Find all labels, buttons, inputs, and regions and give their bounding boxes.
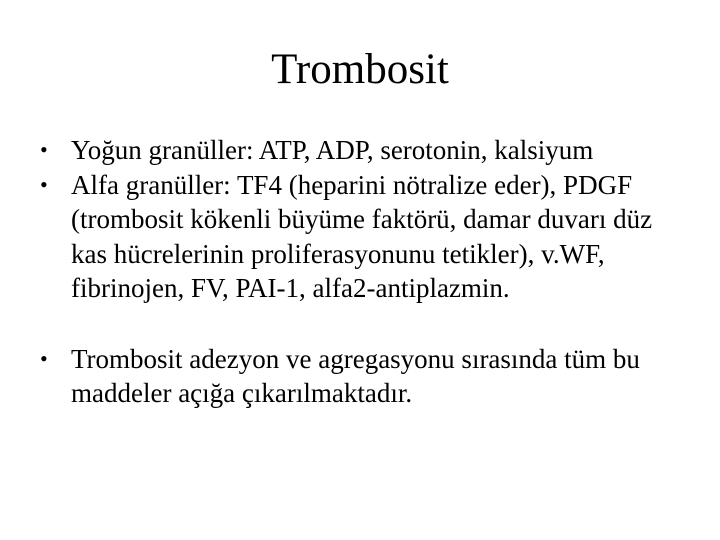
bullet-icon: • [40, 137, 48, 162]
bullet-icon: • [40, 171, 48, 197]
bullet-item-release [36, 342, 686, 411]
bullet-text: Trombosit adezyon ve agregasyonu sırasında tüm bu maddeler açığa çıkarılmaktadır. [71, 343, 640, 408]
bullet-text: Yoğun granüller: ATP, ADP, serotonin, kalsiyum [71, 135, 594, 165]
bullet-item-alpha-granules [36, 168, 686, 306]
slide-title: Trombosit [271, 46, 449, 93]
bullet-list [36, 133, 686, 411]
bullet-icon: • [40, 345, 48, 371]
bullet-text: Alfa granüller: TF4 (heparini nötralize eder), PDGF (trombosit kökenli büyüme faktörü, damar duvarı düz kas hücrelerinin proliferasyonunu tetikler), v.WF, fibrinojen, FV, PAI-1, alfa2-antiplazmin. [71, 169, 653, 303]
bullet-item-dense-granules [36, 133, 686, 168]
